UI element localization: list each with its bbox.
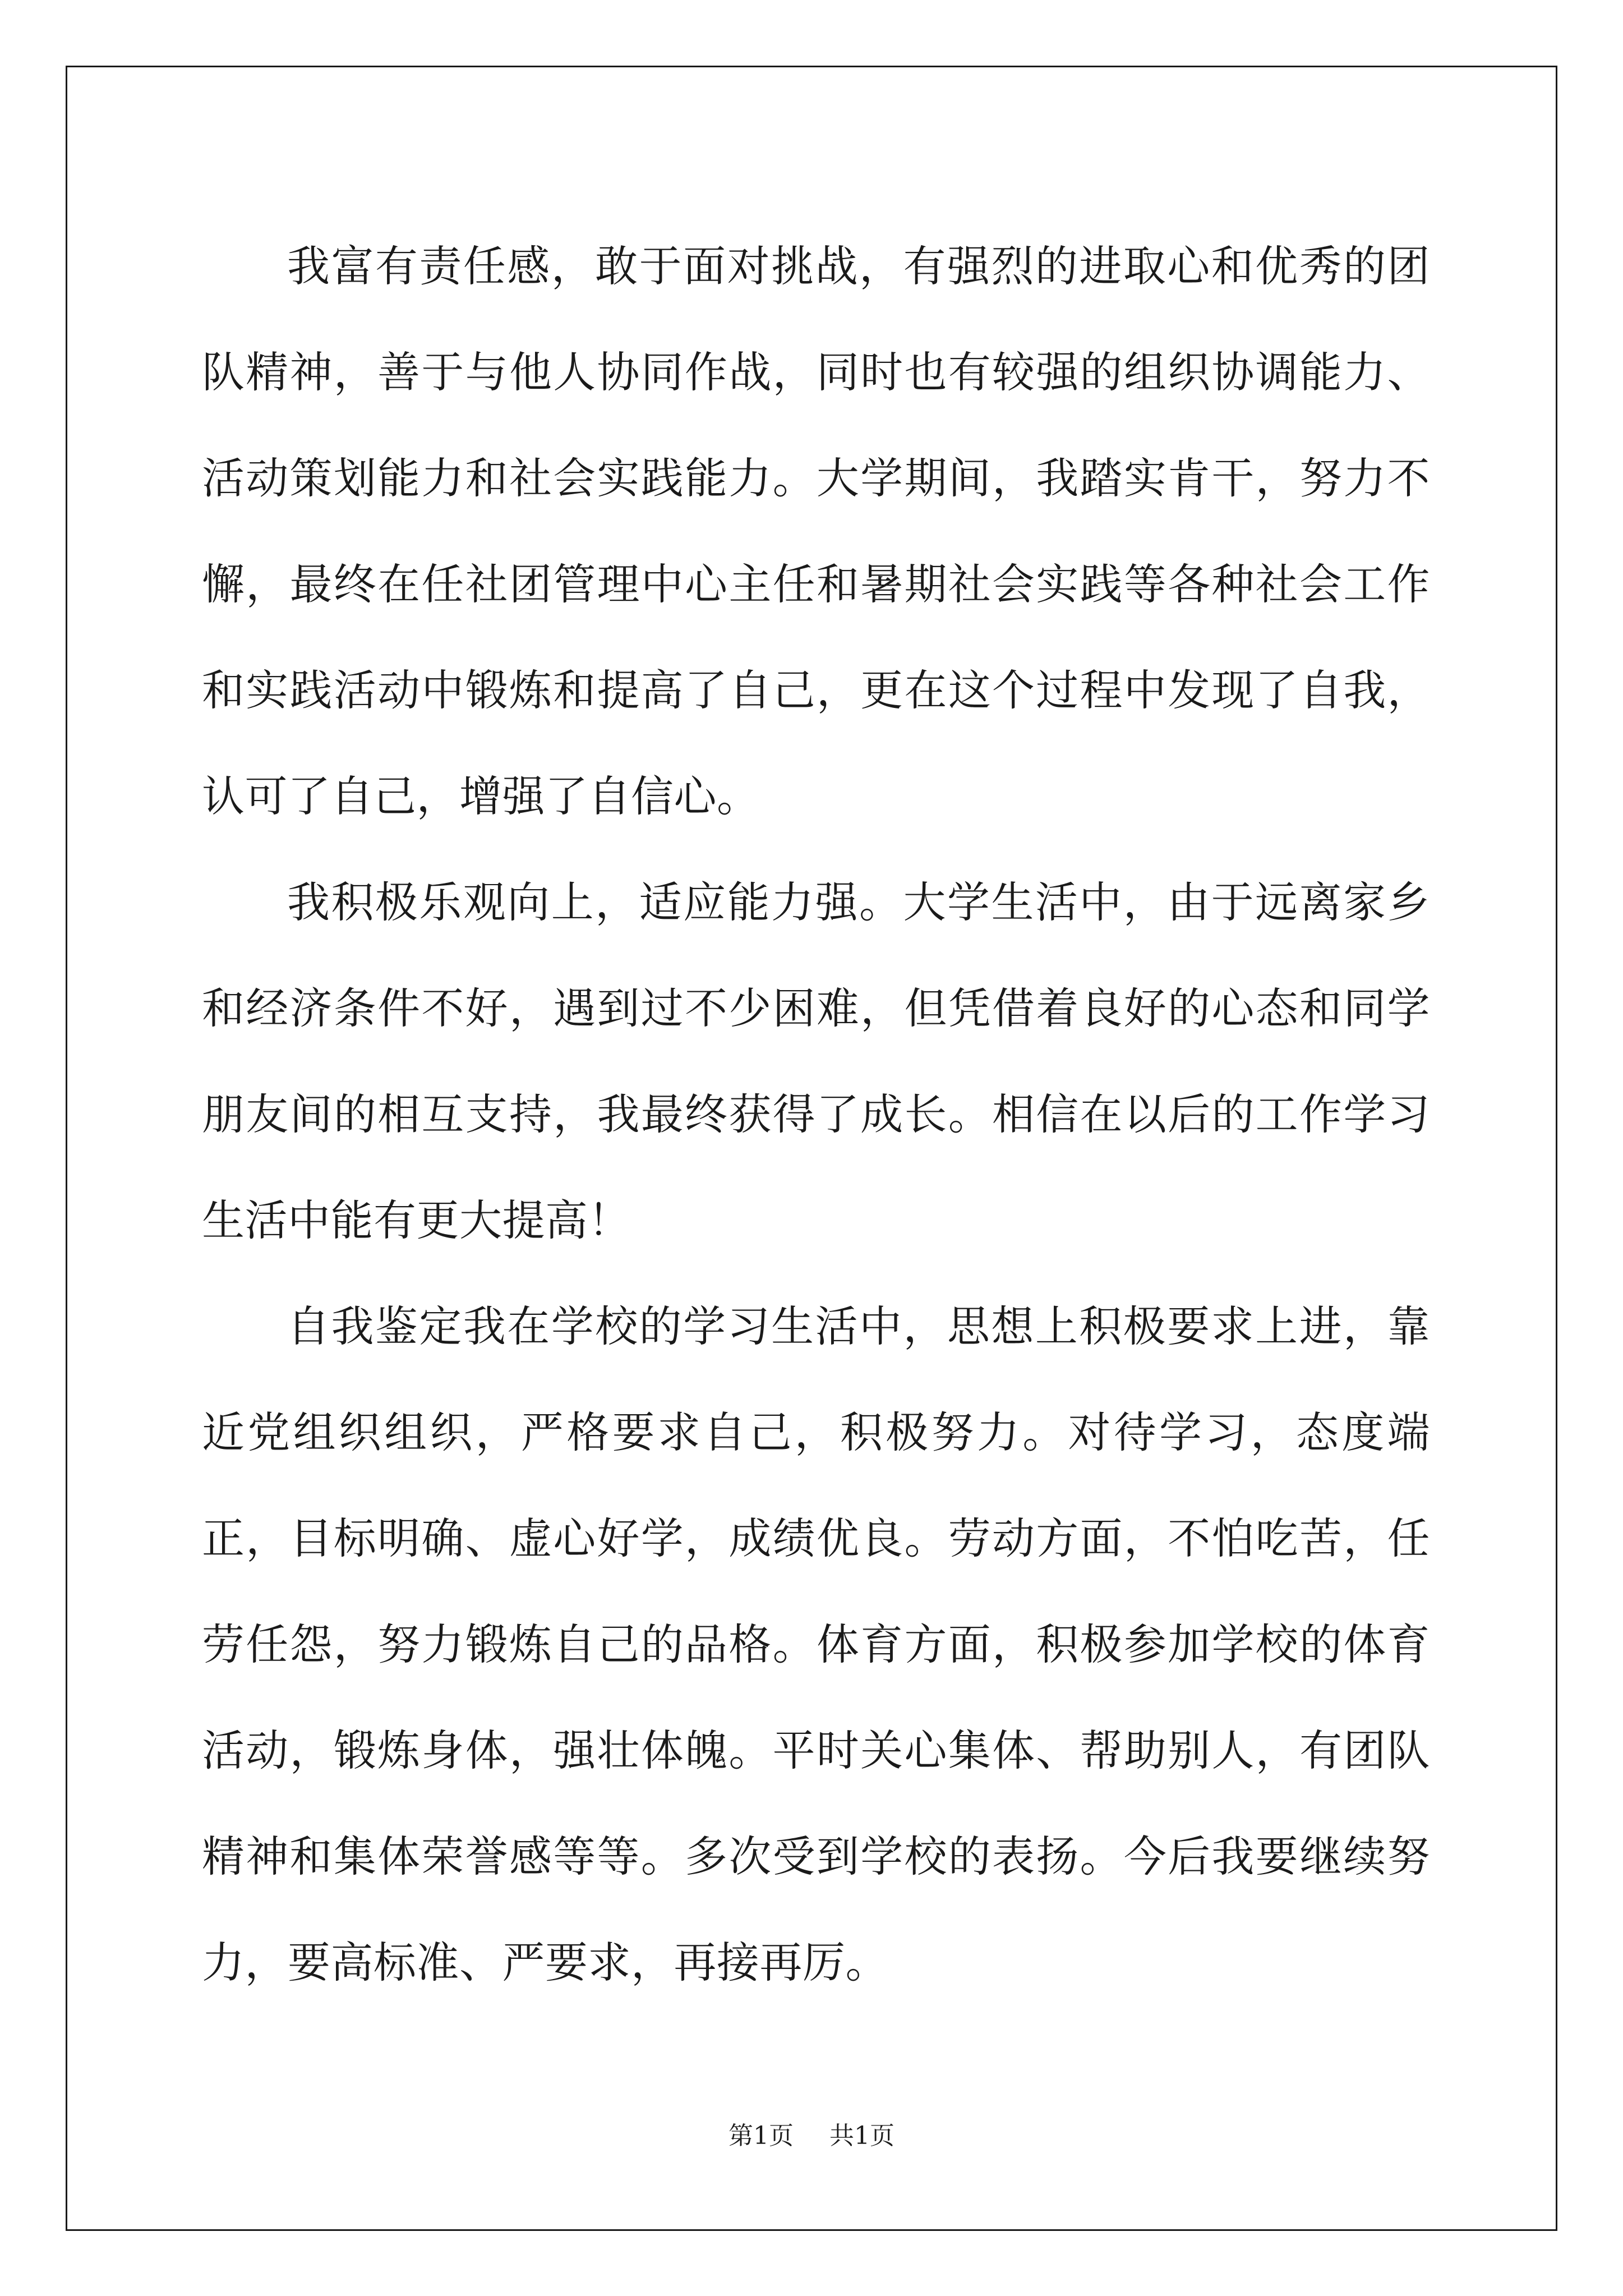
page-number-current: 第1页 — [728, 2122, 794, 2150]
page-footer — [0, 2119, 1623, 2153]
paragraph-3: 自我鉴定我在学校的学习生活中，思想上积极要求上进，靠近党组织组织，严格要求自己，积极努力。对待学习，态度端正，目标明确、虚心好学，成绩优良。劳动方面，不怕吃苦，任劳任怨，努力锻炼自己的品格。体育方面，积极参加学校的体育活动，锻炼身体，强壮体魄。平时关心集体、帮助别人，有团队精神和集体荣誉感等等。多次受到学校的表扬。今后我要继续努力，要高标准、严要求，再接再厉。 — [202, 1301, 1430, 1987]
paragraph-1: 我富有责任感，敢于面对挑战，有强烈的进取心和优秀的团队精神，善于与他人协同作战，同时也有较强的组织协调能力、活动策划能力和社会实践能力。大学期间，我踏实肯干，努力不懈，最终在任社团管理中心主任和暑期社会实践等各种社会工作和实践活动中锻炼和提高了自己，更在这个过程中发现了自我，认可了自己，增强了自信心。 — [202, 241, 1430, 821]
document-body — [202, 213, 1430, 2016]
paragraph-2: 我积极乐观向上，适应能力强。大学生活中，由于远离家乡和经济条件不好，遇到过不少困难，但凭借着良好的心态和同学朋友间的相互支持，我最终获得了成长。相信在以后的工作学习生活中能有更大提高！ — [202, 877, 1430, 1245]
page-number-total: 共1页 — [829, 2122, 895, 2150]
